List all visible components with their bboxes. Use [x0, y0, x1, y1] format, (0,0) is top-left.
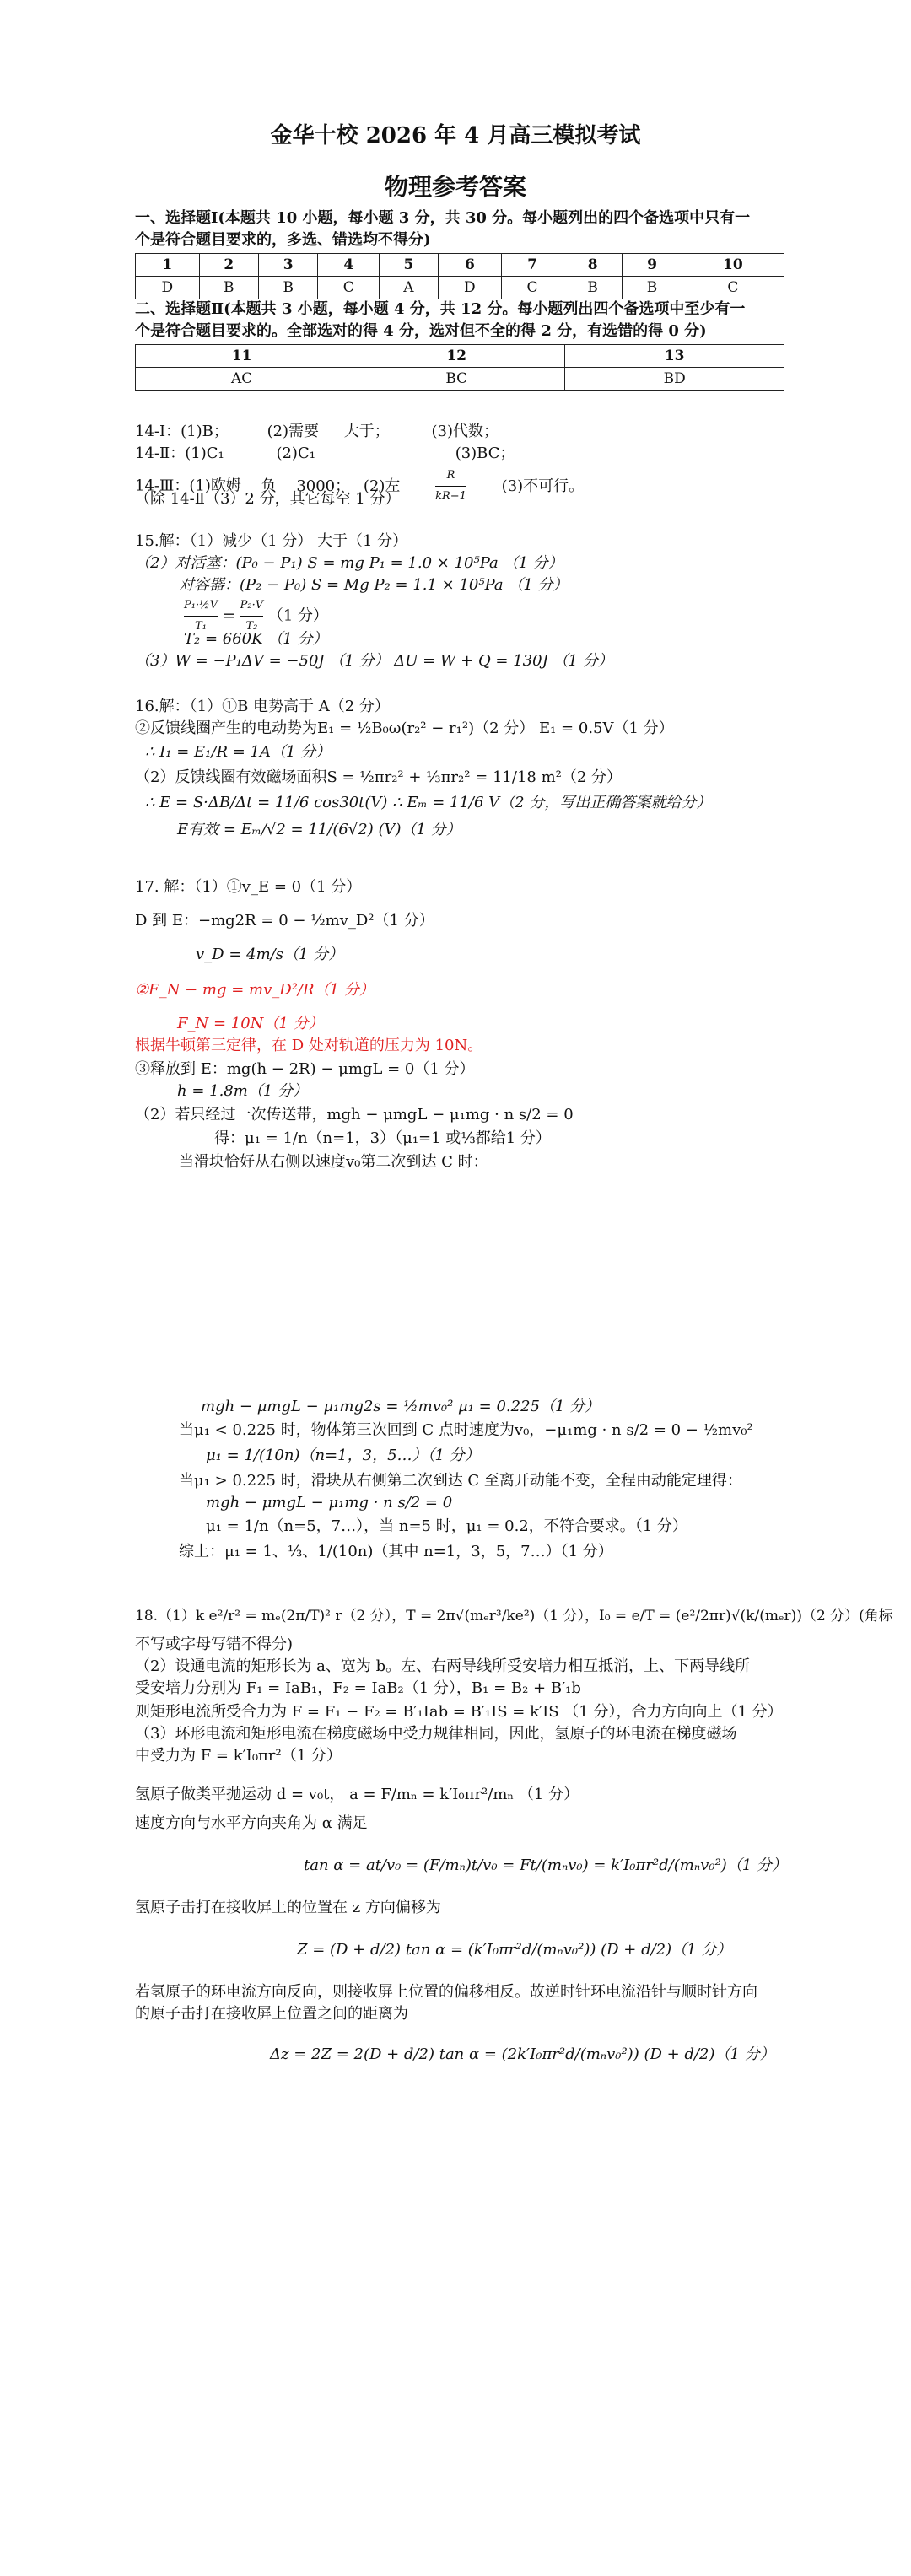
section1-answers-cell: D: [438, 277, 502, 299]
q18-line9: 速度方向与水平方向夹角为 α 满足: [135, 1814, 368, 1832]
section1-numbers-cell: 6: [438, 254, 502, 277]
section1-heading-line2: 个是符合题目要求的，多选、错选均不得分): [135, 231, 431, 249]
q14-2-2: (2)C₁: [276, 445, 315, 462]
q18-line1: 18.（1）k e²/r² = mₑ(2π/T)² r（2 分），T = 2π√(mₑr³/ke²)（1 分），I₀ = e/T = (e²/2πr)√(k/(mₑr))（2 分）(角标: [135, 1608, 893, 1625]
section1-answers-cell: A: [380, 277, 438, 299]
q15-frac1-num: P₁·½V: [184, 595, 218, 617]
q14-3-4: (2)左: [363, 477, 401, 495]
q14-1-2: (2)需要: [267, 423, 320, 440]
section2-answers-cell: BC: [348, 368, 565, 391]
q18-line11: 氢原子击打在接收屏上的位置在 z 方向偏移为: [135, 1899, 441, 1916]
q18-line10: tan α = at/v₀ = (F/mₙ)t/v₀ = Ft/(mₙv₀) = k′I₀πr²d/(mₙv₀²)（1 分）: [304, 1857, 787, 1874]
section2-answers-cell: BD: [565, 368, 784, 391]
q18-line2: 不写或字母写错不得分): [135, 1636, 294, 1653]
section1-answer-table: [135, 253, 784, 299]
section2-numbers-row: [136, 345, 784, 368]
q17-line18: 综上：μ₁ = 1、⅓、1/(10n)（其中 n=1，3，5，7…）（1 分）: [179, 1543, 613, 1560]
q15-line6: （3）W = −P₁ΔV = −50J （1 分） ΔU = W + Q = 130J （1 分）: [135, 652, 613, 670]
section2-answers-cell: AC: [136, 368, 348, 391]
q15-line4: $\frac{\text{P₁·½V}}{\text{T₁}}$ = $\frac{\text{P₂·V}}{\text{T₂}}$ （1 分）: [184, 595, 328, 637]
q17-line16: mgh − μmgL − μ₁mg · n s/2 = 0: [206, 1494, 453, 1512]
section1-numbers-cell: 10: [682, 254, 784, 277]
q16-line4: （2）反馈线圈有效磁场面积S = ½πr₂² + ⅓πr₂² = 11/18 m²（2 分）: [135, 768, 623, 786]
q18-line7: 中受力为 F = k′I₀πr²（1 分）: [135, 1747, 342, 1765]
q16-line6: E有效 = Eₘ/√2 = 11/(6√2) (V)（1 分）: [177, 821, 461, 838]
q15-line3: 对容器：(P₂ − P₀) S = Mg P₂ = 1.1 × 10⁵Pa （1 分）: [179, 576, 569, 594]
q18-line14: 的原子击打在接收屏上位置之间的距离为: [135, 2005, 408, 2023]
q17-line3: v_D = 4m/s（1 分）: [196, 946, 344, 963]
q17-line11: 当滑块恰好从右侧以速度v₀第二次到达 C 时：: [179, 1153, 488, 1171]
q17-line6: 根据牛顿第三定律，在 D 处对轨道的压力为 10N。: [135, 1037, 483, 1054]
section1-numbers-cell: 8: [563, 254, 622, 277]
q17-line1: 17. 解：（1）①v_E = 0（1 分）: [135, 878, 362, 896]
section1-numbers-cell: 1: [136, 254, 200, 277]
q15-line2: （2）对活塞：(P₀ − P₁) S = mg P₁ = 1.0 × 10⁵Pa （1 分）: [135, 554, 563, 572]
q18-line8: 氢原子做类平抛运动 d = v₀t， a = F/mₙ = k′I₀πr²/mₙ （1 分）: [135, 1786, 579, 1803]
q17-line9: （2）若只经过一次传送带，mgh − μmgL − μ₁mg · n s/2 = 0: [135, 1106, 574, 1124]
section2-numbers-cell: 12: [348, 345, 565, 368]
q14-2-3: (3)BC；: [455, 445, 515, 462]
section2-numbers-cell: 13: [565, 345, 784, 368]
section1-numbers-cell: 4: [318, 254, 380, 277]
section2-heading-line1: 二、选择题Ⅱ(本题共 3 小题，每小题 4 分，共 12 分。每小题列出四个备选项中至少有一: [135, 300, 746, 318]
q18-line4: 受安培力分别为 F₁ = IaB₁，F₂ = IaB₂（1 分），B₁ = B₂ + B′₁b: [135, 1679, 581, 1697]
q17-line2: D 到 E：−mg2R = 0 − ½mv_D²（1 分）: [135, 912, 434, 930]
section1-answers-cell: B: [563, 277, 622, 299]
q14-3-1: 14-Ⅲ：(1)欧姆: [135, 477, 241, 495]
q17-line15: 当μ₁ > 0.225 时，滑块从右侧第二次到达 C 至离开动能不变，全程由动能定理得：: [179, 1472, 742, 1490]
q16-line1: 16.解：（1）①B 电势高于 A（2 分）: [135, 698, 390, 715]
q15-frac1-den: T₁: [195, 620, 207, 633]
q15-frac2-den: T₂: [245, 620, 258, 633]
q17-line12: mgh − μmgL − μ₁mg2s = ½mv₀² μ₁ = 0.225（1 分）: [201, 1398, 601, 1415]
section2-answer-table: [135, 344, 784, 391]
q17-line13: 当μ₁ < 0.225 时，物体第三次回到 C 点时速度为v₀，−μ₁mg · n s/2 = 0 − ½mv₀²: [179, 1421, 753, 1439]
section2-answers-row: [136, 368, 784, 391]
q15-line5: T₂ = 660K （1 分）: [184, 630, 328, 648]
q14-2-1: 14-Ⅱ：(1)C₁: [135, 445, 224, 462]
section1-answers-cell: B: [199, 277, 258, 299]
q14-line1: [135, 422, 499, 442]
q18-line6: （3）环形电流和矩形电流在梯度磁场中受力规律相同，因此，氢原子的环电流在梯度磁场: [135, 1725, 737, 1743]
q14-line2: [135, 444, 515, 464]
q18-line15: Δz = 2Z = 2(D + d/2) tan α = (2k′I₀πr²d/(mₙv₀²)) (D + d/2)（1 分）: [270, 2045, 775, 2063]
q14-1-1: 14-Ⅰ：(1)B；: [135, 423, 229, 440]
section1-answers-cell: C: [682, 277, 784, 299]
q16-line3: ∴ I₁ = E₁/R = 1A（1 分）: [145, 743, 332, 761]
q17-line5: F_N = 10N（1 分）: [177, 1015, 324, 1032]
q17-line8: h = 1.8m（1 分）: [177, 1082, 308, 1100]
section1-heading-line1: 一、选择题Ⅰ(本题共 10 小题，每小题 3 分，共 30 分。每小题列出的四个备选项中只有一: [135, 209, 751, 227]
section1-answers-cell: B: [623, 277, 682, 299]
section1-numbers-row: [136, 254, 784, 277]
q14-fraction: [435, 466, 466, 507]
section1-answers-row: [136, 277, 784, 299]
q18-line3: （2）设通电流的矩形长为 a、宽为 b。左、右两导线所受安培力相互抵消，上、下两导线所: [135, 1657, 751, 1675]
exam-subtitle: 物理参考答案: [384, 173, 526, 201]
section1-numbers-cell: 7: [502, 254, 563, 277]
q18-line12: Z = (D + d/2) tan α = (k′I₀πr²d/(mₙv₀²)) (D + d/2)（1 分）: [297, 1941, 732, 1959]
exam-title: 金华十校 2026 年 4 月高三模拟考试: [270, 123, 641, 148]
q16-line2: ②反馈线圈产生的电动势为E₁ = ½B₀ω(r₂² − r₁²)（2 分） E₁ = 0.5V（1 分）: [135, 719, 674, 737]
q17-line14: μ₁ = 1/(10n)（n=1，3，5…）（1 分）: [206, 1447, 480, 1464]
q17-line17: μ₁ = 1/n（n=5，7…），当 n=5 时，μ₁ = 0.2，不符合要求。（1 分）: [206, 1517, 687, 1535]
section1-numbers-cell: 3: [259, 254, 318, 277]
q18-line13: 若氢原子的环电流方向反向，则接收屏上位置的偏移相反。故逆时针环电流沿针与顺时针方向: [135, 1983, 757, 2001]
q14-1-3: 大于；: [343, 423, 390, 440]
q18-line5: 则矩形电流所受合力为 F = F₁ − F₂ = B′₁Iab = B′₁IS = k′IS （1 分），合力方向向上（1 分）: [135, 1703, 783, 1721]
section1-numbers-cell: 5: [380, 254, 438, 277]
q15-4-score: （1 分）: [267, 606, 329, 625]
q17-line10: 得：μ₁ = 1/n（n=1，3）（μ₁=1 或⅓都给1 分）: [214, 1129, 551, 1147]
section1-answers-cell: B: [259, 277, 318, 299]
q14-frac-num: R: [435, 466, 466, 487]
q14-3-2: 负: [261, 477, 277, 495]
section1-answers-cell: C: [502, 277, 563, 299]
section1-numbers-cell: 2: [199, 254, 258, 277]
q15-line1: 15.解：（1）减少（1 分） 大于（1 分）: [135, 532, 408, 550]
q14-3-3: 3000；: [296, 477, 351, 495]
q15-frac2-num: P₂·V: [240, 595, 263, 617]
section2-heading-line2: 个是符合题目要求的。全部选对的得 4 分，选对但不全的得 2 分，有选错的得 0 分): [135, 322, 707, 340]
section1-numbers-cell: 9: [623, 254, 682, 277]
q14-frac-den: kR−1: [435, 490, 466, 503]
q14-1-4: (3)代数；: [431, 423, 499, 440]
q14-line4: （除 14-Ⅱ（3）2 分，其它每空 1 分）: [135, 490, 401, 508]
q17-line7: ③释放到 E：mg(h − 2R) − μmgL = 0（1 分）: [135, 1060, 475, 1078]
section1-answers-cell: D: [136, 277, 200, 299]
section2-numbers-cell: 11: [136, 345, 348, 368]
q16-line5: ∴ E = S·ΔB/Δt = 11/6 cos30t(V) ∴ Eₘ = 11/6 V（2 分，写出正确答案就给分）: [145, 794, 712, 811]
q17-line4: ②F_N − mg = mv_D²/R（1 分）: [135, 981, 375, 999]
section1-answers-cell: C: [318, 277, 380, 299]
q14-3-5: (3)不可行。: [501, 477, 585, 495]
